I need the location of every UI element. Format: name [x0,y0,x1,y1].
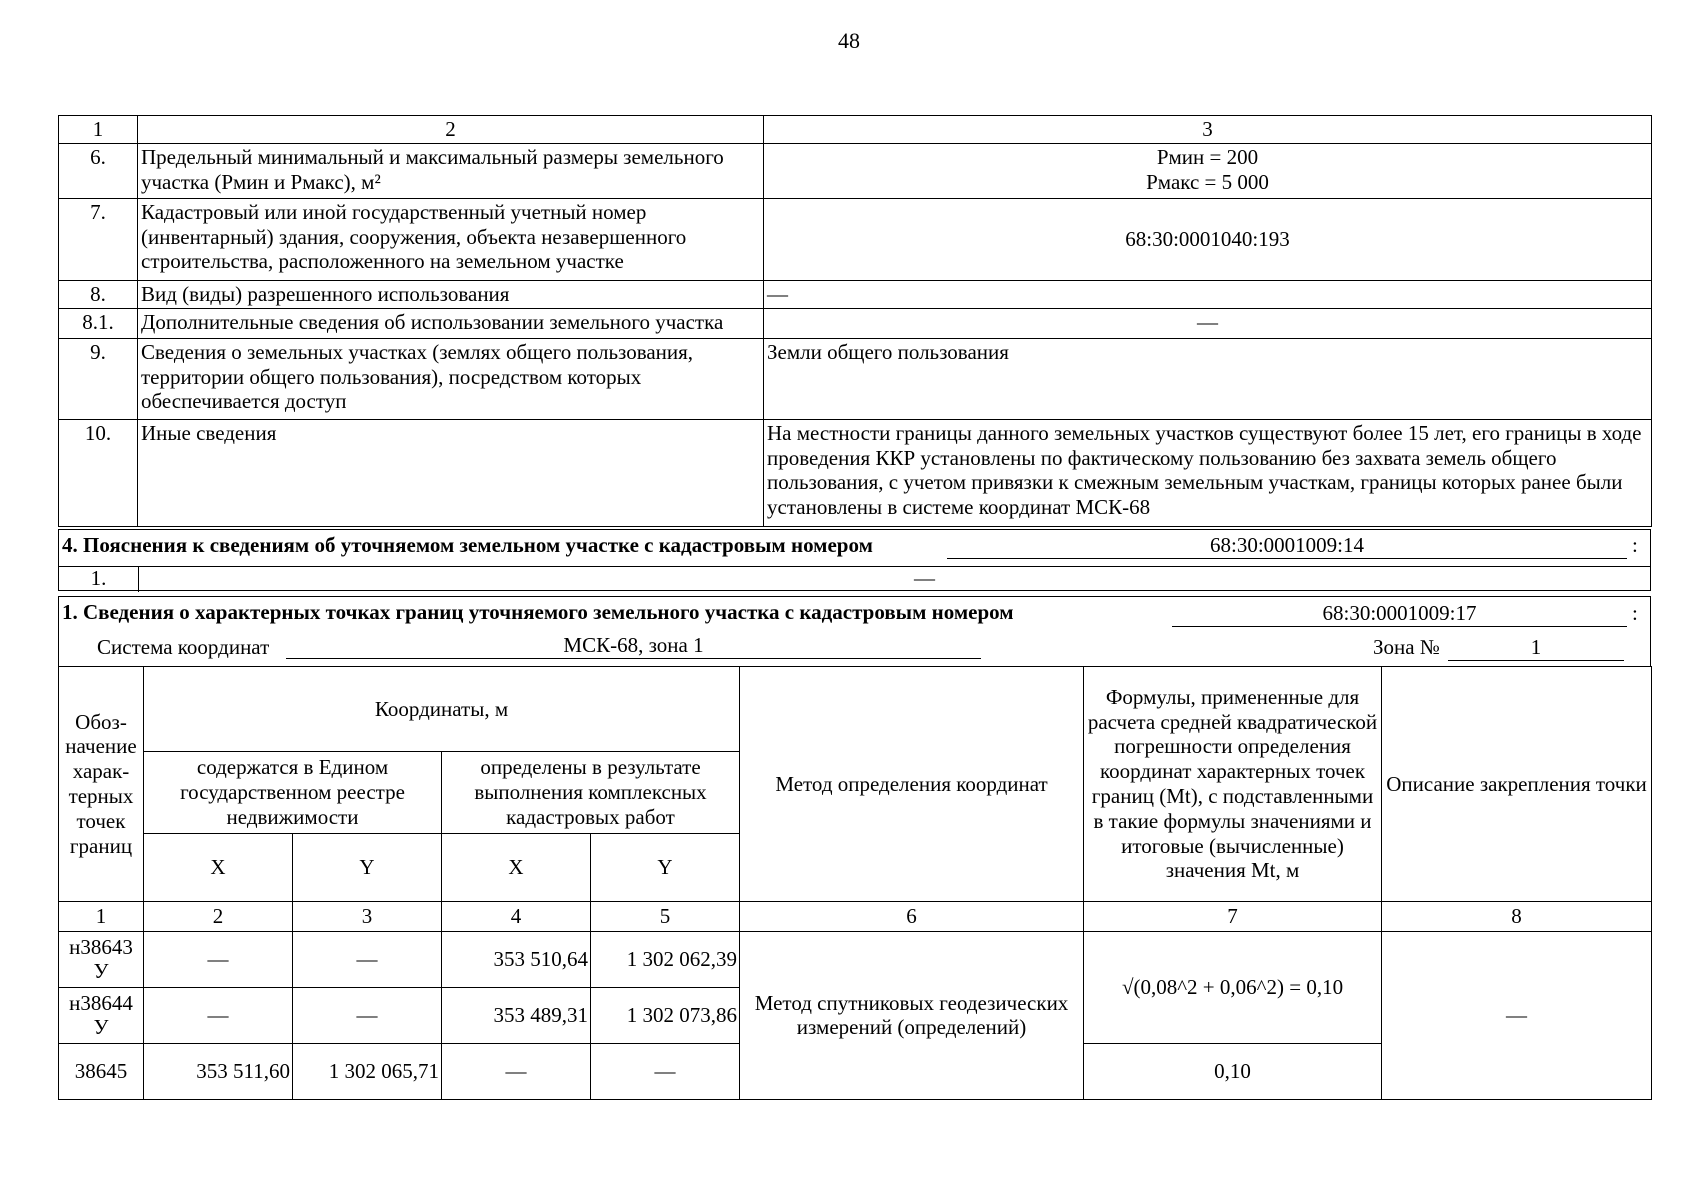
column-number: 8 [1382,902,1652,932]
row-value: — [764,308,1652,338]
column-number: 7 [1084,902,1382,932]
y-header: Y [293,834,442,902]
row-value: — [764,280,1652,308]
column-number: 1 [59,902,144,932]
column-number: 2 [144,902,293,932]
coordinates-header: Координаты, м [144,667,740,752]
row-number: 9. [59,338,138,419]
method-value: Метод спутниковых геодезических измерений (определений) [740,931,1084,1099]
section-4-row [59,566,1650,592]
y-new: — [591,1043,740,1099]
y-header: Y [591,834,740,902]
column-number: 5 [591,902,740,932]
x-header: X [442,834,591,902]
section-1-title: 1. Сведения о характерных точках границ уточняемого земельного участка с кадастровым номером [62,600,1014,624]
row-value: 68:30:0001040:193 [764,198,1652,280]
column-numbers-row [59,902,1652,932]
formula-value: 0,10 [1084,1043,1382,1099]
zone-value: 1 [1448,635,1624,661]
column-number: 3 [293,902,442,932]
section-4-cadastral-number: 68:30:0001009:14 [947,533,1627,559]
row-label: Предельный минимальный и максимальный размеры земельного участка (Рмин и Рмакс), м² [138,143,764,198]
x-new: 353 510,64 [442,931,591,987]
x-egrn: 353 511,60 [144,1043,293,1099]
row-number: 6. [59,143,138,198]
row-value: На местности границы данного земельных участков существуют более 15 лет, его границы в ходе проведения ККР установлены по фактическому пользованию без захвата земель общего пользования, с учетом привязки к смежным земельным участкам, границы которых ранее были установлены в системе координат МСК-68 [764,419,1652,526]
section-4-colon: : [1632,533,1638,557]
x-new: 353 489,31 [442,987,591,1043]
row-value [764,143,1652,198]
formulas-header: Формулы, примененные для расчета средней квадратической погрешности определения координат характерных точек границ (Mt), с подставленными в такие формулы значениями и итоговые (вычисленные) значения Mt, м [1084,667,1382,902]
page-number: 48 [838,28,860,53]
x-egrn: — [144,931,293,987]
row-number: 8. [59,280,138,308]
egrn-header: содержатся в Едином государственном реестре недвижимости [144,752,442,834]
table-row [59,419,1652,526]
x-header: X [144,834,293,902]
section-4 [58,529,1651,591]
row-label: Вид (виды) разрешенного использования [138,280,764,308]
x-egrn: — [144,987,293,1043]
table-header-row [59,116,1652,144]
y-new: 1 302 062,39 [591,931,740,987]
section-1-colon: : [1632,601,1638,625]
y-new: 1 302 073,86 [591,987,740,1043]
y-egrn: 1 302 065,71 [293,1043,442,1099]
description-header: Описание закрепления точки [1382,667,1652,902]
point-name: 38645 [59,1043,144,1099]
row-label: Сведения о земельных участках (землях общего пользования, территории общего пользования), посредством которых обеспечивается доступ [138,338,764,419]
section-1-header [58,596,1651,666]
table-row [59,198,1652,280]
section-1-cadastral-number: 68:30:0001009:17 [1172,601,1627,627]
row-label: Иные сведения [138,419,764,526]
method-header: Метод определения координат [740,667,1084,902]
row-number: 10. [59,419,138,526]
row-number: 7. [59,198,138,280]
x-new: — [442,1043,591,1099]
row-value: — [914,566,935,590]
row-number: 8.1. [59,308,138,338]
info-table [58,115,1652,527]
column-number: 1 [59,116,138,144]
description-value: — [1382,931,1652,1099]
column-number: 4 [442,902,591,932]
row-label: Кадастровый или иной государственный учетный номер (инвентарный) здания, сооружения, объекта незавершенного строительства, расположенного на земельном участке [138,198,764,280]
y-egrn: — [293,931,442,987]
row-label: Дополнительные сведения об использовании земельного участка [138,308,764,338]
max-size-value: Рмакс = 5 000 [1146,169,1269,194]
table-row [59,143,1652,198]
formula-value: √(0,08^2 + 0,06^2) = 0,10 [1084,931,1382,1043]
row-number: 1. [59,566,139,592]
table-row [59,338,1652,419]
point-name: н38643 У [59,931,144,987]
designation-header: Обоз-начение харак-терных точек границ [59,667,144,902]
table-header-row [59,667,1652,752]
determined-header: определены в результате выполнения комплексных кадастровых работ [442,752,740,834]
table-row [59,308,1652,338]
points-table [58,666,1652,1100]
section-4-title: 4. Пояснения к сведениям об уточняемом земельном участке с кадастровым номером [62,533,873,557]
point-name: н38644 У [59,987,144,1043]
column-number: 3 [764,116,1652,144]
table-row [59,280,1652,308]
coord-system-label: Система координат [97,635,270,659]
min-size-value: Рмин = 200 [1156,144,1259,169]
table-row [59,931,1652,987]
section-4-header [59,530,1650,567]
column-number: 2 [138,116,764,144]
row-value: Земли общего пользования [764,338,1652,419]
column-number: 6 [740,902,1084,932]
coord-system-value: МСК-68, зона 1 [286,633,981,659]
y-egrn: — [293,987,442,1043]
zone-label: Зона № [1373,635,1440,659]
